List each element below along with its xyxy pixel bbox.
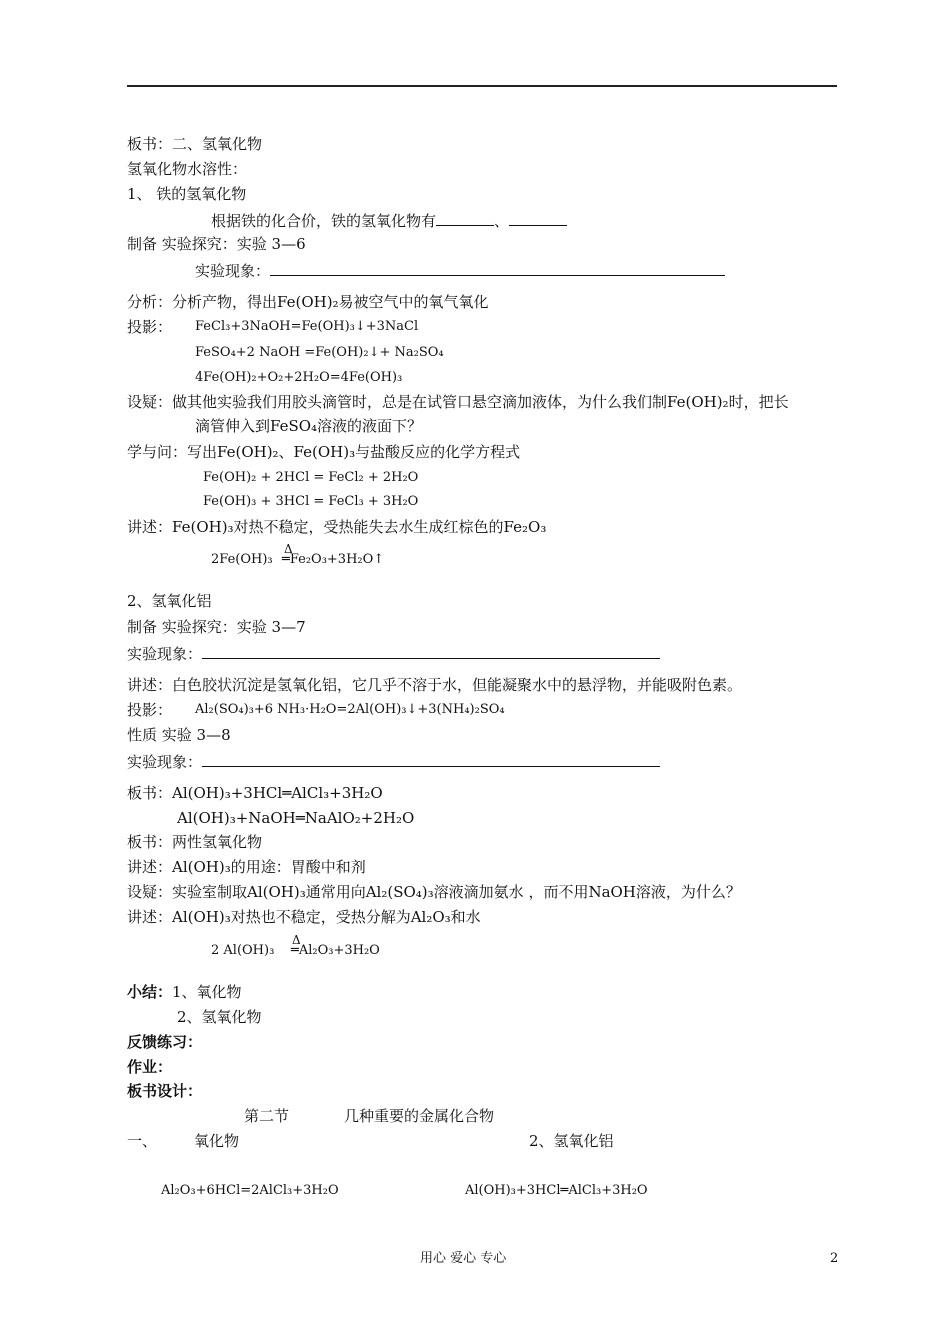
iron-hydroxide-question bbox=[211, 209, 567, 231]
question-dropper: 设疑：做其他实验我们用胶头滴管时，总是在试管口悬空滴加液体，为什么我们制Fe(OH)₂时，把长 bbox=[127, 393, 789, 411]
equation-aloh3-decomp-left: 2 Al(OH)₃ bbox=[211, 943, 275, 958]
explain-aloh3-use: 讲述：Al(OH)₃的用途：胃酸中和剂 bbox=[127, 858, 366, 876]
summary-item-2: 2、氢氧化物 bbox=[177, 1008, 262, 1026]
hydroxide-solubility: 氢氧化物水溶性： bbox=[127, 160, 248, 178]
header-rule bbox=[127, 85, 837, 87]
phenomenon-blank bbox=[202, 642, 660, 659]
board-title-hydroxides: 板书：二、氢氧化物 bbox=[127, 135, 263, 153]
board-section-label: 第二节 bbox=[244, 1107, 290, 1125]
phenomenon-3-8 bbox=[127, 750, 660, 772]
explain-aloh3-heat: 讲述：Al(OH)₃对热也不稳定，受热分解为Al₂O₃和水 bbox=[127, 908, 481, 926]
explain-feoh3-heat: 讲述：Fe(OH)₃对热不稳定，受热能失去水生成红棕色的Fe₂O₃ bbox=[127, 518, 547, 536]
separator: 、 bbox=[494, 212, 510, 230]
equation-feso4: FeSO₄+2 NaOH =Fe(OH)₂↓+ Na₂SO₄ bbox=[195, 345, 444, 360]
phenomenon-label: 实验现象： bbox=[127, 753, 203, 771]
board-equation-al2o3: Al₂O₃+6HCl=2AlCl₃+3H₂O bbox=[161, 1183, 339, 1198]
question-text: 根据铁的化合价，铁的氢氧化物有 bbox=[211, 212, 437, 230]
board-design: 板书设计： bbox=[127, 1082, 203, 1100]
equation-fecl3: FeCl₃+3NaOH=Fe(OH)₃↓+3NaCl bbox=[195, 319, 419, 334]
footer-motto: 用心 爱心 专心 bbox=[420, 1251, 507, 1266]
heat-delta-icon: Δ bbox=[284, 542, 293, 556]
experiment-3-6: 制备 实验探究：实验 3—6 bbox=[127, 235, 306, 253]
board-section-title: 几种重要的金属化合物 bbox=[344, 1107, 495, 1125]
section-aluminum-hydroxide: 2、氢氧化铝 bbox=[127, 592, 212, 610]
learn-and-ask: 学与问：写出Fe(OH)₂、Fe(OH)₃与盐酸反应的化学方程式 bbox=[127, 443, 521, 461]
board-aluminum-hydroxide: 2、氢氧化铝 bbox=[529, 1132, 614, 1150]
section-iron-hydroxide: 1、 铁的氢氧化物 bbox=[127, 185, 247, 203]
answer-blank-1 bbox=[436, 209, 494, 226]
board-aloh3-hcl: 板书：Al(OH)₃+3HCl═AlCl₃+3H₂O bbox=[127, 784, 383, 802]
summary-item-1: 1、氧化物 bbox=[172, 983, 242, 1001]
phenomenon-blank bbox=[270, 259, 725, 276]
phenomenon-label: 实验现象： bbox=[127, 645, 203, 663]
board-aloh3-naoh: Al(OH)₃+NaOH═NaAlO₂+2H₂O bbox=[177, 809, 415, 827]
equation-feoh3-decomp-right: ═Fe₂O₃+3H₂O↑ bbox=[282, 552, 385, 567]
feedback-practice: 反馈练习： bbox=[127, 1033, 203, 1051]
answer-blank-2 bbox=[509, 209, 567, 226]
phenomenon-blank bbox=[202, 750, 660, 767]
board-oxides: 氧化物 bbox=[194, 1132, 240, 1150]
explain-aloh3: 讲述：白色胶状沉淀是氢氧化铝，它几乎不溶于水，但能凝聚水中的悬浮物，并能吸附色素。 bbox=[127, 676, 743, 694]
equation-aloh3-decomp-right: ═Al₂O₃+3H₂O bbox=[291, 943, 380, 958]
board-item-one: 一、 bbox=[127, 1132, 158, 1150]
phenomenon-3-7 bbox=[127, 642, 660, 664]
experiment-3-7: 制备 实验探究：实验 3—7 bbox=[127, 618, 306, 636]
summary bbox=[127, 982, 242, 1002]
equation-feoh2-hcl: Fe(OH)₂ + 2HCl = FeCl₂ + 2H₂O bbox=[203, 470, 419, 485]
summary-label: 小结： bbox=[127, 983, 173, 1001]
experiment-3-8: 性质 实验 3—8 bbox=[127, 726, 231, 744]
phenomenon-3-6 bbox=[195, 259, 725, 281]
question-ammonia: 设疑：实验室制取Al(OH)₃通常用向Al₂(SO₄)₃溶液滴加氨水 ，而不用NaOH溶液，为什么？ bbox=[127, 883, 741, 901]
question-dropper-cont: 滴管伸入到FeSO₄溶液的液面下？ bbox=[195, 417, 423, 435]
page-number: 2 bbox=[830, 1251, 839, 1266]
board-equation-aloh3: Al(OH)₃+3HCl═AlCl₃+3H₂O bbox=[465, 1183, 648, 1198]
homework: 作业： bbox=[127, 1058, 173, 1076]
phenomenon-label: 实验现象： bbox=[195, 262, 271, 280]
board-amphoteric: 板书：两性氢氧化物 bbox=[127, 833, 263, 851]
equation-feoh3-hcl: Fe(OH)₃ + 3HCl = FeCl₃ + 3H₂O bbox=[203, 494, 419, 509]
equation-al-ammonia: Al₂(SO₄)₃+6 NH₃·H₂O=2Al(OH)₃↓+3(NH₄)₂SO₄ bbox=[195, 702, 505, 717]
equation-oxidation: 4Fe(OH)₂+O₂+2H₂O=4Fe(OH)₃ bbox=[195, 370, 403, 385]
projection-label: 投影： bbox=[127, 318, 173, 336]
analysis-line: 分析：分析产物，得出Fe(OH)₂易被空气中的氧气氧化 bbox=[127, 293, 489, 311]
equation-feoh3-decomp-left: 2Fe(OH)₃ bbox=[211, 552, 273, 567]
projection-label-2: 投影： bbox=[127, 701, 173, 719]
heat-delta-icon: Δ bbox=[292, 933, 301, 947]
